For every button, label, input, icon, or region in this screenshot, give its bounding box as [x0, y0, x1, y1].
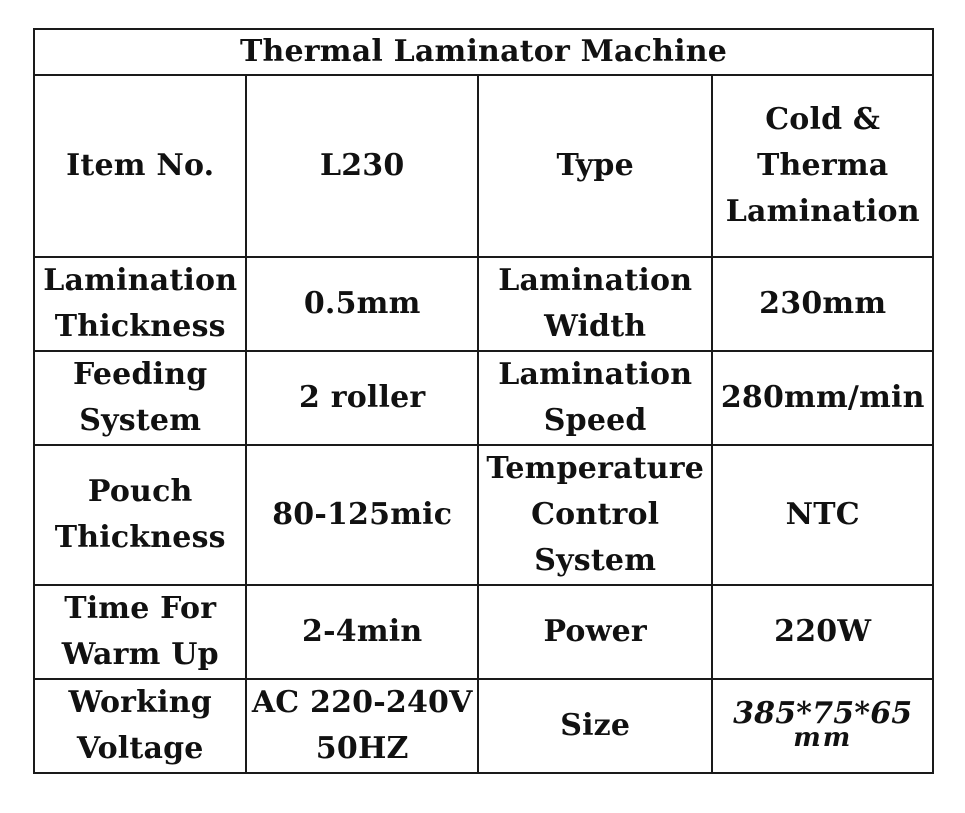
size-dimensions: 385*75*65 [733, 696, 913, 731]
temperature-control-label: Temperature Control System [486, 451, 705, 578]
warm-up-time-label: Time For Warm Up [61, 591, 219, 672]
row-label [34, 257, 246, 351]
item-no-label: Item No. [66, 148, 215, 183]
row-label [478, 445, 713, 585]
row-value [246, 445, 478, 585]
type-value: Cold & Therma Lamination [725, 102, 920, 229]
row-value [712, 445, 933, 585]
row-label [478, 585, 713, 679]
pouch-thickness-value: 80-125mic [272, 497, 453, 532]
row-label [478, 679, 713, 773]
lamination-width-value: 230mm [759, 286, 887, 321]
table-row [34, 445, 933, 585]
row-label [34, 679, 246, 773]
row-value [712, 351, 933, 445]
type-label: Type [556, 148, 634, 183]
size-value [712, 679, 933, 773]
item-no-value: L230 [319, 148, 405, 183]
row-value [246, 257, 478, 351]
row-label [34, 445, 246, 585]
table-row [34, 585, 933, 679]
row-value [712, 75, 933, 257]
lamination-speed-label: Lamination Speed [498, 357, 693, 438]
working-voltage-value: AC 220-240V 50HZ [251, 685, 473, 766]
pouch-thickness-label: Pouch Thickness [54, 474, 226, 555]
row-value [712, 257, 933, 351]
feeding-system-label: Feeding System [73, 357, 208, 438]
size-unit: mm [793, 723, 853, 753]
row-label [478, 257, 713, 351]
row-value [246, 75, 478, 257]
row-value [246, 679, 478, 773]
table-row [34, 351, 933, 445]
row-value [712, 585, 933, 679]
lamination-width-label: Lamination Width [498, 263, 693, 344]
feeding-system-value: 2 roller [298, 380, 426, 415]
row-label [34, 351, 246, 445]
temperature-control-value: NTC [785, 497, 860, 532]
lamination-thickness-label: Lamination Thickness [43, 263, 238, 344]
row-label [34, 585, 246, 679]
power-value: 220W [774, 614, 872, 649]
lamination-thickness-value: 0.5mm [303, 286, 421, 321]
power-label: Power [543, 614, 647, 649]
row-label [478, 351, 713, 445]
row-label [478, 75, 713, 257]
spec-table [33, 28, 934, 774]
row-label [34, 75, 246, 257]
lamination-speed-value: 280mm/min [720, 380, 925, 415]
working-voltage-label: Working Voltage [68, 685, 212, 766]
table-title: Thermal Laminator Machine [34, 29, 933, 75]
table-row [34, 257, 933, 351]
table-row [34, 75, 933, 257]
row-value [246, 351, 478, 445]
table-row [34, 679, 933, 773]
row-value [246, 585, 478, 679]
warm-up-time-value: 2-4min [302, 614, 423, 649]
size-label: Size [560, 708, 631, 743]
